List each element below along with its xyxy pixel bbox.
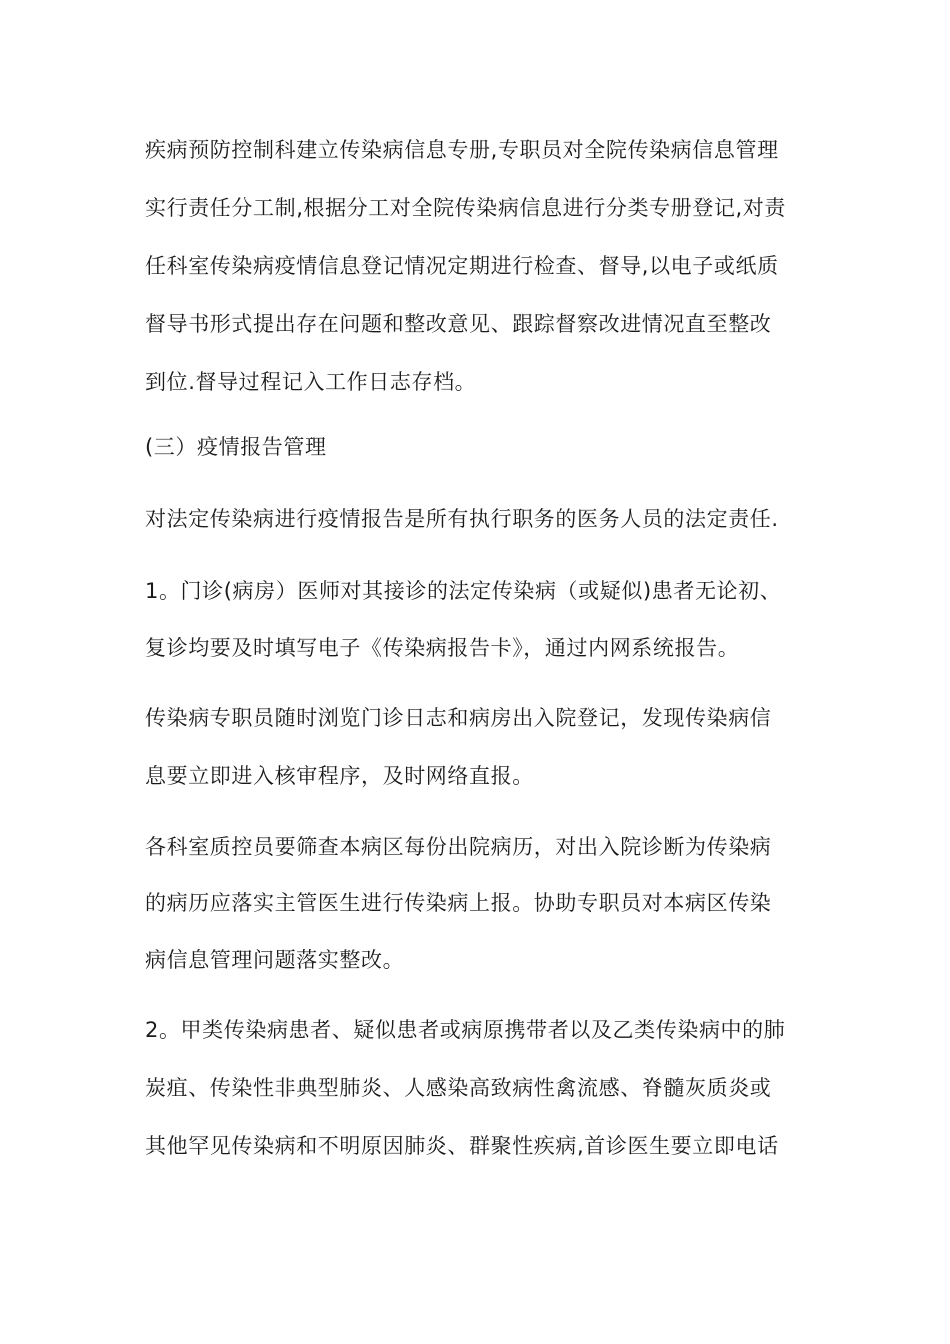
text-line: 到位.督导过程记入工作日志存档。: [145, 370, 477, 394]
text-line: 各科室质控员要筛查本病区每份出院病历，对出入院诊断为传染病: [145, 835, 772, 859]
text-line: 其他罕见传染病和不明原因肺炎、群聚性疾病,首诊医生要立即电话: [145, 1134, 779, 1158]
text-line: 实行责任分工制,根据分工对全院传染病信息进行分类专册登记,对责: [145, 196, 786, 220]
text-line: 息要立即进入核审程序，及时网络直报。: [145, 764, 534, 788]
text-line: 对法定传染病进行疫情报告是所有执行职务的医务人员的法定责任.: [145, 507, 779, 531]
section-heading: (三）疫情报告管理: [145, 435, 327, 459]
text-line: 2。甲类传染病患者、疑似患者或病原携带者以及乙类传染病中的肺: [145, 1018, 786, 1042]
text-line: 任科室传染病疫情信息登记情况定期进行检查、督导,以电子或纸质: [145, 254, 779, 278]
text-line: 的病历应落实主管医生进行传染病上报。协助专职员对本病区传染: [145, 891, 772, 915]
text-line: 传染病专职员随时浏览门诊日志和病房出入院登记，发现传染病信: [145, 706, 772, 730]
text-line: 复诊均要及时填写电子《传染病报告卡》，通过内网系统报告。: [145, 636, 740, 660]
text-line: 1。门诊(病房）医师对其接诊的法定传染病（或疑似)患者无论初、: [145, 579, 782, 603]
text-line: 疾病预防控制科建立传染病信息专册,专职员对全院传染病信息管理: [145, 138, 779, 162]
text-line: 督导书形式提出存在问题和整改意见、跟踪督察改进情况直至整改: [145, 312, 772, 336]
text-line: 病信息管理问题落实整改。: [145, 948, 405, 972]
text-line: 炭疽、传染性非典型肺炎、人感染高致病性禽流感、脊髓灰质炎或: [145, 1076, 772, 1100]
